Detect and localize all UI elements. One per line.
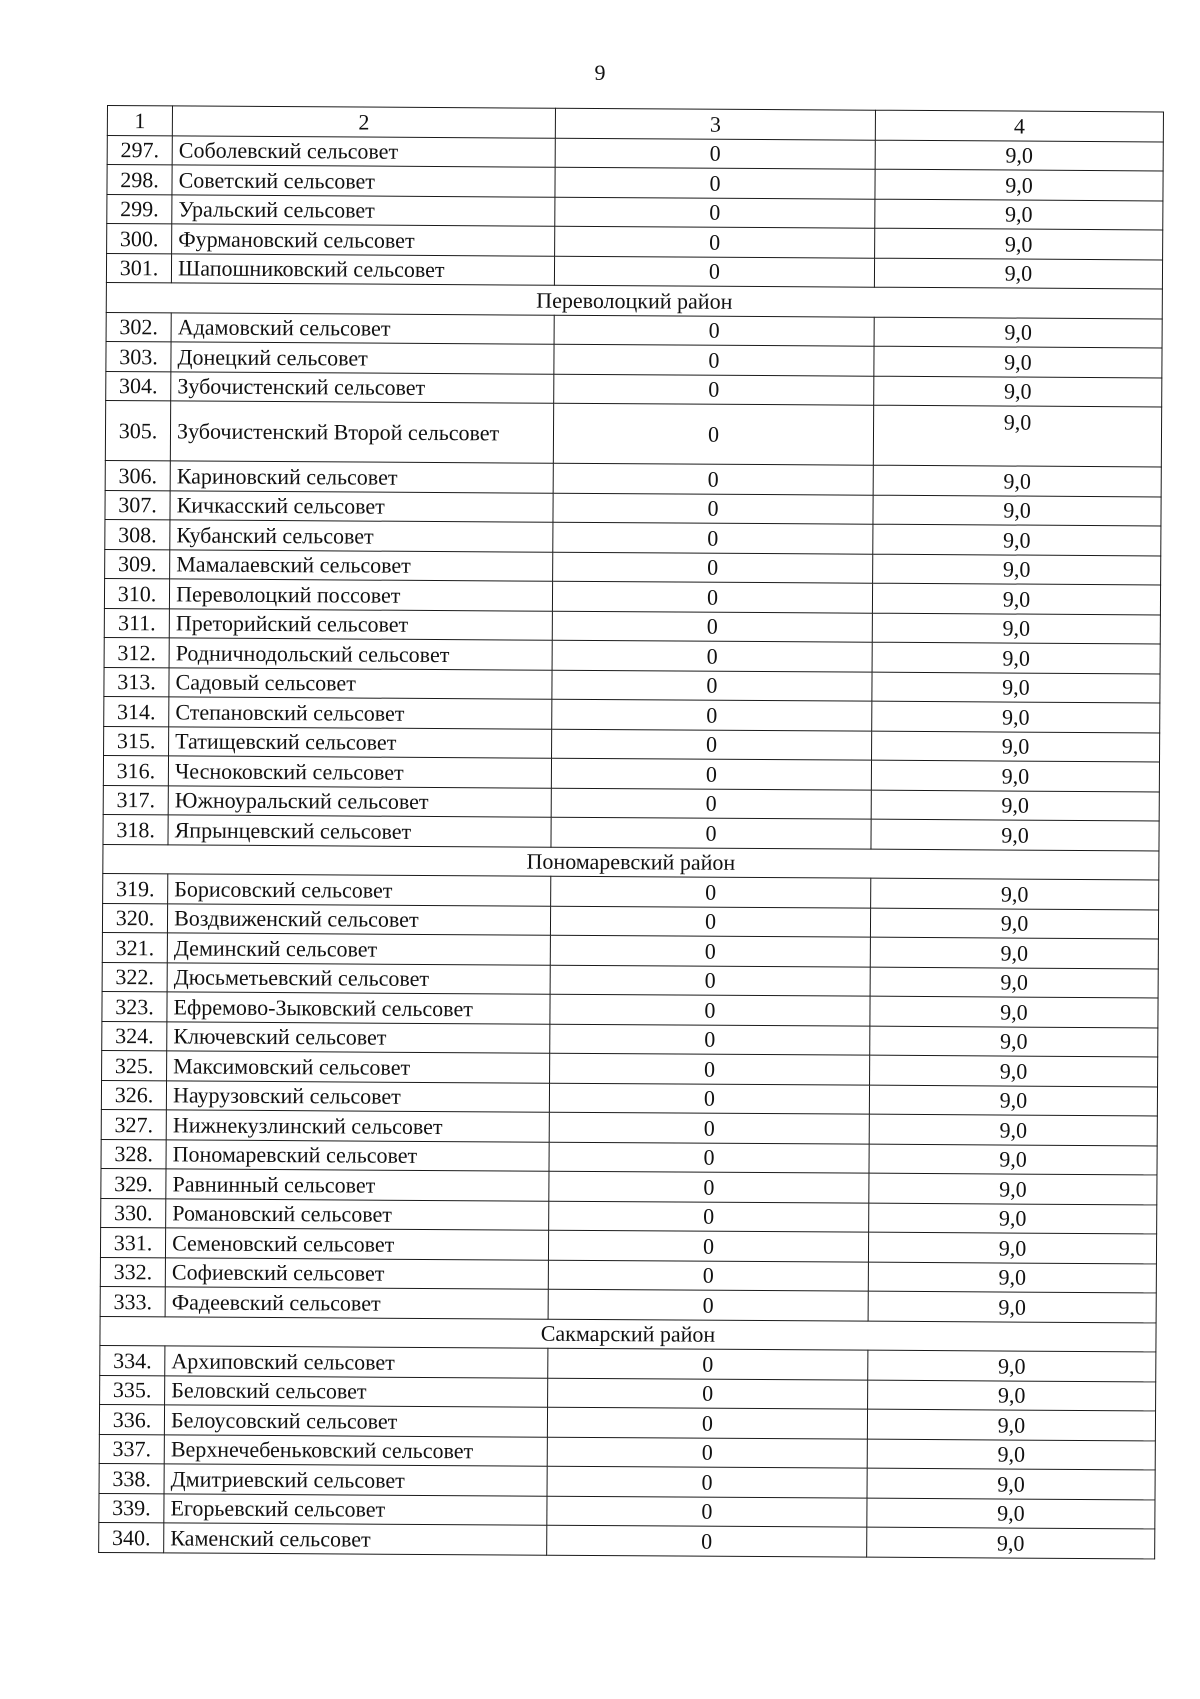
value-col3-cell: 0 <box>551 758 871 789</box>
value-col4-cell: 9,0 <box>872 613 1160 644</box>
value-col4-cell: 9,0 <box>867 1527 1155 1558</box>
municipality-name-cell: Япрынцевский сельсовет <box>168 815 551 847</box>
value-col4-cell: 9,0 <box>871 878 1159 909</box>
value-col4-cell: 9,0 <box>873 405 1161 467</box>
row-number-cell: 306. <box>105 460 170 490</box>
value-col4-cell: 9,0 <box>871 790 1159 821</box>
row-number-cell: 318. <box>103 814 168 844</box>
value-col3-cell: 0 <box>555 167 875 198</box>
value-col3-cell: 0 <box>547 1525 867 1556</box>
value-col4-cell: 9,0 <box>868 1232 1156 1263</box>
municipality-name-cell: Нижнекузлинский сельсовет <box>166 1110 549 1142</box>
row-number-cell: 331. <box>100 1227 165 1257</box>
value-col4-cell: 9,0 <box>869 1173 1157 1204</box>
row-number-cell: 324. <box>102 1021 167 1051</box>
value-col3-cell: 0 <box>550 1053 870 1084</box>
value-col4-cell: 9,0 <box>868 1262 1156 1293</box>
table-body <box>99 106 1164 1559</box>
value-col3-cell: 0 <box>547 1407 867 1438</box>
value-col4-cell: 9,0 <box>870 908 1158 939</box>
municipality-name-cell: Романовский сельсовет <box>166 1198 549 1230</box>
municipality-name-cell: Зубочистенский Второй сельсовет <box>170 401 553 463</box>
row-number-cell: 297. <box>107 135 172 165</box>
municipality-name-cell: Уральский сельсовет <box>172 194 555 226</box>
value-col3-cell: 0 <box>549 1083 869 1114</box>
municipality-name-cell: Егорьевский сельсовет <box>164 1493 547 1525</box>
row-number-cell: 323. <box>102 991 167 1021</box>
row-number-cell: 304. <box>106 371 171 401</box>
page-number: 9 <box>594 60 606 85</box>
municipality-name-cell: Чесноковский сельсовет <box>168 756 551 788</box>
municipality-name-cell: Шапошниковский сельсовет <box>172 253 555 285</box>
row-number-cell: 326. <box>101 1080 166 1110</box>
municipality-name-cell: Семеновский сельсовет <box>166 1228 549 1260</box>
row-number-cell: 308. <box>105 519 170 549</box>
municipality-name-cell: Мамалаевский сельсовет <box>170 549 553 581</box>
municipality-name-cell: Беловский сельсовет <box>165 1375 548 1407</box>
municipality-name-cell: Адамовский сельсовет <box>171 312 554 344</box>
municipality-name-cell: Пономаревский сельсовет <box>166 1139 549 1171</box>
municipality-name-cell: Переволоцкий поссовет <box>170 579 553 611</box>
value-col4-cell: 9,0 <box>870 1026 1158 1057</box>
value-col4-cell: 9,0 <box>867 1409 1155 1440</box>
row-number-cell: 307. <box>105 490 170 520</box>
value-col4-cell: 9,0 <box>872 583 1160 614</box>
value-col3-cell: 0 <box>547 1496 867 1527</box>
value-col3-cell: 0 <box>551 788 871 819</box>
municipality-name-cell: Преторийский сельсовет <box>169 608 552 640</box>
value-col4-cell: 9,0 <box>874 317 1162 348</box>
value-col4-cell: 9,0 <box>871 731 1159 762</box>
value-col3-cell: 0 <box>547 1466 867 1497</box>
value-col4-cell: 9,0 <box>867 1468 1155 1499</box>
row-number-cell: 314. <box>104 696 169 726</box>
value-col3-cell: 0 <box>551 876 871 907</box>
municipality-name-cell: Зубочистенский сельсовет <box>171 371 554 403</box>
value-col3-cell: 0 <box>549 1142 869 1173</box>
municipality-name-cell: Дюсьметьевский сельсовет <box>167 962 550 994</box>
row-number-cell: 332. <box>100 1257 165 1287</box>
value-col4-cell: 9,0 <box>870 937 1158 968</box>
municipality-name-cell: Фурмановский сельсовет <box>172 224 555 256</box>
municipality-name-cell: Фадеевский сельсовет <box>165 1287 548 1319</box>
row-number-cell: 309. <box>105 549 170 579</box>
value-col4-cell: 9,0 <box>870 1055 1158 1086</box>
row-number-cell: 327. <box>101 1109 166 1139</box>
row-number-cell: 299. <box>107 194 172 224</box>
row-number-cell: 338. <box>99 1463 164 1493</box>
value-col3-cell: 0 <box>553 493 873 524</box>
value-col3-cell: 0 <box>552 670 872 701</box>
value-col4-cell: 9,0 <box>873 524 1161 555</box>
value-col3-cell: 0 <box>548 1260 868 1291</box>
value-col3-cell: 0 <box>550 906 870 937</box>
municipality-name-cell: Максимовский сельсовет <box>167 1051 550 1083</box>
value-col3-cell: 0 <box>548 1289 868 1320</box>
row-number-cell: 305. <box>105 400 170 460</box>
value-col4-cell: 9,0 <box>868 1350 1156 1381</box>
row-number-cell: 336. <box>99 1404 164 1434</box>
row-number-cell: 312. <box>104 637 169 667</box>
column-header-2: 2 <box>172 106 555 138</box>
value-col4-cell: 9,0 <box>868 1291 1156 1322</box>
value-col4-cell: 9,0 <box>875 140 1163 171</box>
value-col4-cell: 9,0 <box>869 1114 1157 1145</box>
value-col4-cell: 9,0 <box>874 258 1162 289</box>
value-col4-cell: 9,0 <box>867 1498 1155 1529</box>
municipality-name-cell: Верхнечебеньковский сельсовет <box>164 1434 547 1466</box>
value-col3-cell: 0 <box>553 522 873 553</box>
row-number-cell: 333. <box>100 1286 165 1316</box>
value-col3-cell: 0 <box>550 1024 870 1055</box>
row-number-cell: 315. <box>104 726 169 756</box>
value-col4-cell: 9,0 <box>869 1085 1157 1116</box>
municipality-name-cell: Воздвиженский сельсовет <box>168 903 551 935</box>
row-number-cell: 300. <box>107 224 172 254</box>
value-col3-cell: 0 <box>549 1171 869 1202</box>
municipality-name-cell: Деминский сельсовет <box>167 933 550 965</box>
municipality-name-cell: Архиповский сельсовет <box>165 1346 548 1378</box>
municipality-name-cell: Кариновский сельсовет <box>170 461 553 493</box>
row-number-cell: 340. <box>99 1522 164 1552</box>
municipality-name-cell: Ключевский сельсовет <box>167 1021 550 1053</box>
row-number-cell: 317. <box>103 785 168 815</box>
value-col3-cell: 0 <box>550 965 870 996</box>
row-number-cell: 303. <box>106 341 171 371</box>
value-col3-cell: 0 <box>549 1112 869 1143</box>
section-title: Пономаревский район <box>103 844 1159 880</box>
value-col4-cell: 9,0 <box>869 1144 1157 1175</box>
section-title: Переволоцкий район <box>106 282 1162 318</box>
column-header-4: 4 <box>875 110 1163 141</box>
municipality-name-cell: Борисовский сельсовет <box>168 874 551 906</box>
value-col3-cell: 0 <box>547 1437 867 1468</box>
municipality-name-cell: Равнинный сельсовет <box>166 1169 549 1201</box>
municipality-name-cell: Советский сельсовет <box>172 165 555 197</box>
municipality-name-cell: Дмитриевский сельсовет <box>164 1464 547 1496</box>
value-col3-cell: 0 <box>549 1201 869 1232</box>
value-col3-cell: 0 <box>548 1378 868 1409</box>
value-col4-cell: 9,0 <box>870 996 1158 1027</box>
value-col3-cell: 0 <box>552 581 872 612</box>
municipality-name-cell: Ефремово-Зыковский сельсовет <box>167 992 550 1024</box>
value-col4-cell: 9,0 <box>868 1380 1156 1411</box>
value-col3-cell: 0 <box>554 344 874 375</box>
value-col4-cell: 9,0 <box>875 228 1163 259</box>
row-number-cell: 320. <box>102 903 167 933</box>
municipality-name-cell: Кубанский сельсовет <box>170 520 553 552</box>
municipality-name-cell: Степановский сельсовет <box>169 697 552 729</box>
row-number-cell: 319. <box>103 873 168 903</box>
value-col3-cell: 0 <box>552 699 872 730</box>
value-col4-cell: 9,0 <box>872 701 1160 732</box>
row-number-cell: 298. <box>107 165 172 195</box>
value-col4-cell: 9,0 <box>871 760 1159 791</box>
value-col3-cell: 0 <box>552 640 872 671</box>
value-col3-cell: 0 <box>555 226 875 257</box>
municipality-name-cell: Южноуральский сельсовет <box>168 785 551 817</box>
municipality-name-cell: Садовый сельсовет <box>169 667 552 699</box>
value-col4-cell: 9,0 <box>872 672 1160 703</box>
municipality-name-cell: Татищевский сельсовет <box>169 726 552 758</box>
value-col4-cell: 9,0 <box>872 642 1160 673</box>
value-col3-cell: 0 <box>551 817 871 848</box>
row-number-cell: 302. <box>106 312 171 342</box>
row-number-cell: 321. <box>102 932 167 962</box>
row-number-cell: 311. <box>104 608 169 638</box>
value-col3-cell: 0 <box>552 611 872 642</box>
value-col3-cell: 0 <box>553 403 873 465</box>
value-col3-cell: 0 <box>552 729 872 760</box>
row-number-cell: 337. <box>99 1434 164 1464</box>
value-col3-cell: 0 <box>550 935 870 966</box>
municipality-name-cell: Каменский сельсовет <box>164 1523 547 1555</box>
value-col3-cell: 0 <box>548 1230 868 1261</box>
value-col3-cell: 0 <box>553 552 873 583</box>
value-col4-cell: 9,0 <box>867 1439 1155 1470</box>
data-table <box>98 105 1164 1559</box>
section-title: Сакмарский район <box>100 1316 1156 1352</box>
table-row <box>99 1522 1155 1558</box>
row-number-cell: 330. <box>101 1198 166 1228</box>
row-number-cell: 310. <box>104 578 169 608</box>
value-col4-cell: 9,0 <box>870 967 1158 998</box>
value-col3-cell: 0 <box>548 1348 868 1379</box>
municipality-name-cell: Софиевский сельсовет <box>165 1257 548 1289</box>
value-col4-cell: 9,0 <box>874 346 1162 377</box>
column-header-3: 3 <box>555 108 875 139</box>
municipality-name-cell: Соболевский сельсовет <box>172 135 555 167</box>
value-col4-cell: 9,0 <box>873 465 1161 496</box>
value-col3-cell: 0 <box>555 138 875 169</box>
value-col3-cell: 0 <box>555 197 875 228</box>
value-col3-cell: 0 <box>550 994 870 1025</box>
value-col4-cell: 9,0 <box>873 495 1161 526</box>
row-number-cell: 329. <box>101 1168 166 1198</box>
value-col4-cell: 9,0 <box>875 169 1163 200</box>
municipality-name-cell: Белоусовский сельсовет <box>164 1405 547 1437</box>
municipality-name-cell: Родничнодольский сельсовет <box>169 638 552 670</box>
row-number-cell: 301. <box>106 253 171 283</box>
row-number-cell: 335. <box>100 1375 165 1405</box>
row-number-cell: 325. <box>102 1050 167 1080</box>
value-col4-cell: 9,0 <box>874 376 1162 407</box>
row-number-cell: 328. <box>101 1139 166 1169</box>
value-col4-cell: 9,0 <box>869 1203 1157 1234</box>
row-number-cell: 313. <box>104 667 169 697</box>
row-number-cell: 339. <box>99 1493 164 1523</box>
municipality-name-cell: Донецкий сельсовет <box>171 342 554 374</box>
value-col3-cell: 0 <box>553 463 873 494</box>
table-row <box>105 400 1161 466</box>
value-col3-cell: 0 <box>554 256 874 287</box>
value-col3-cell: 0 <box>554 315 874 346</box>
row-number-cell: 316. <box>103 755 168 785</box>
row-number-cell: 334. <box>100 1345 165 1375</box>
row-number-cell: 322. <box>102 962 167 992</box>
column-header-1: 1 <box>107 106 172 136</box>
value-col4-cell: 9,0 <box>871 819 1159 850</box>
value-col4-cell: 9,0 <box>875 199 1163 230</box>
value-col4-cell: 9,0 <box>873 554 1161 585</box>
municipality-name-cell: Наурузовский сельсовет <box>166 1080 549 1112</box>
municipality-name-cell: Кичкасский сельсовет <box>170 490 553 522</box>
value-col3-cell: 0 <box>554 374 874 405</box>
